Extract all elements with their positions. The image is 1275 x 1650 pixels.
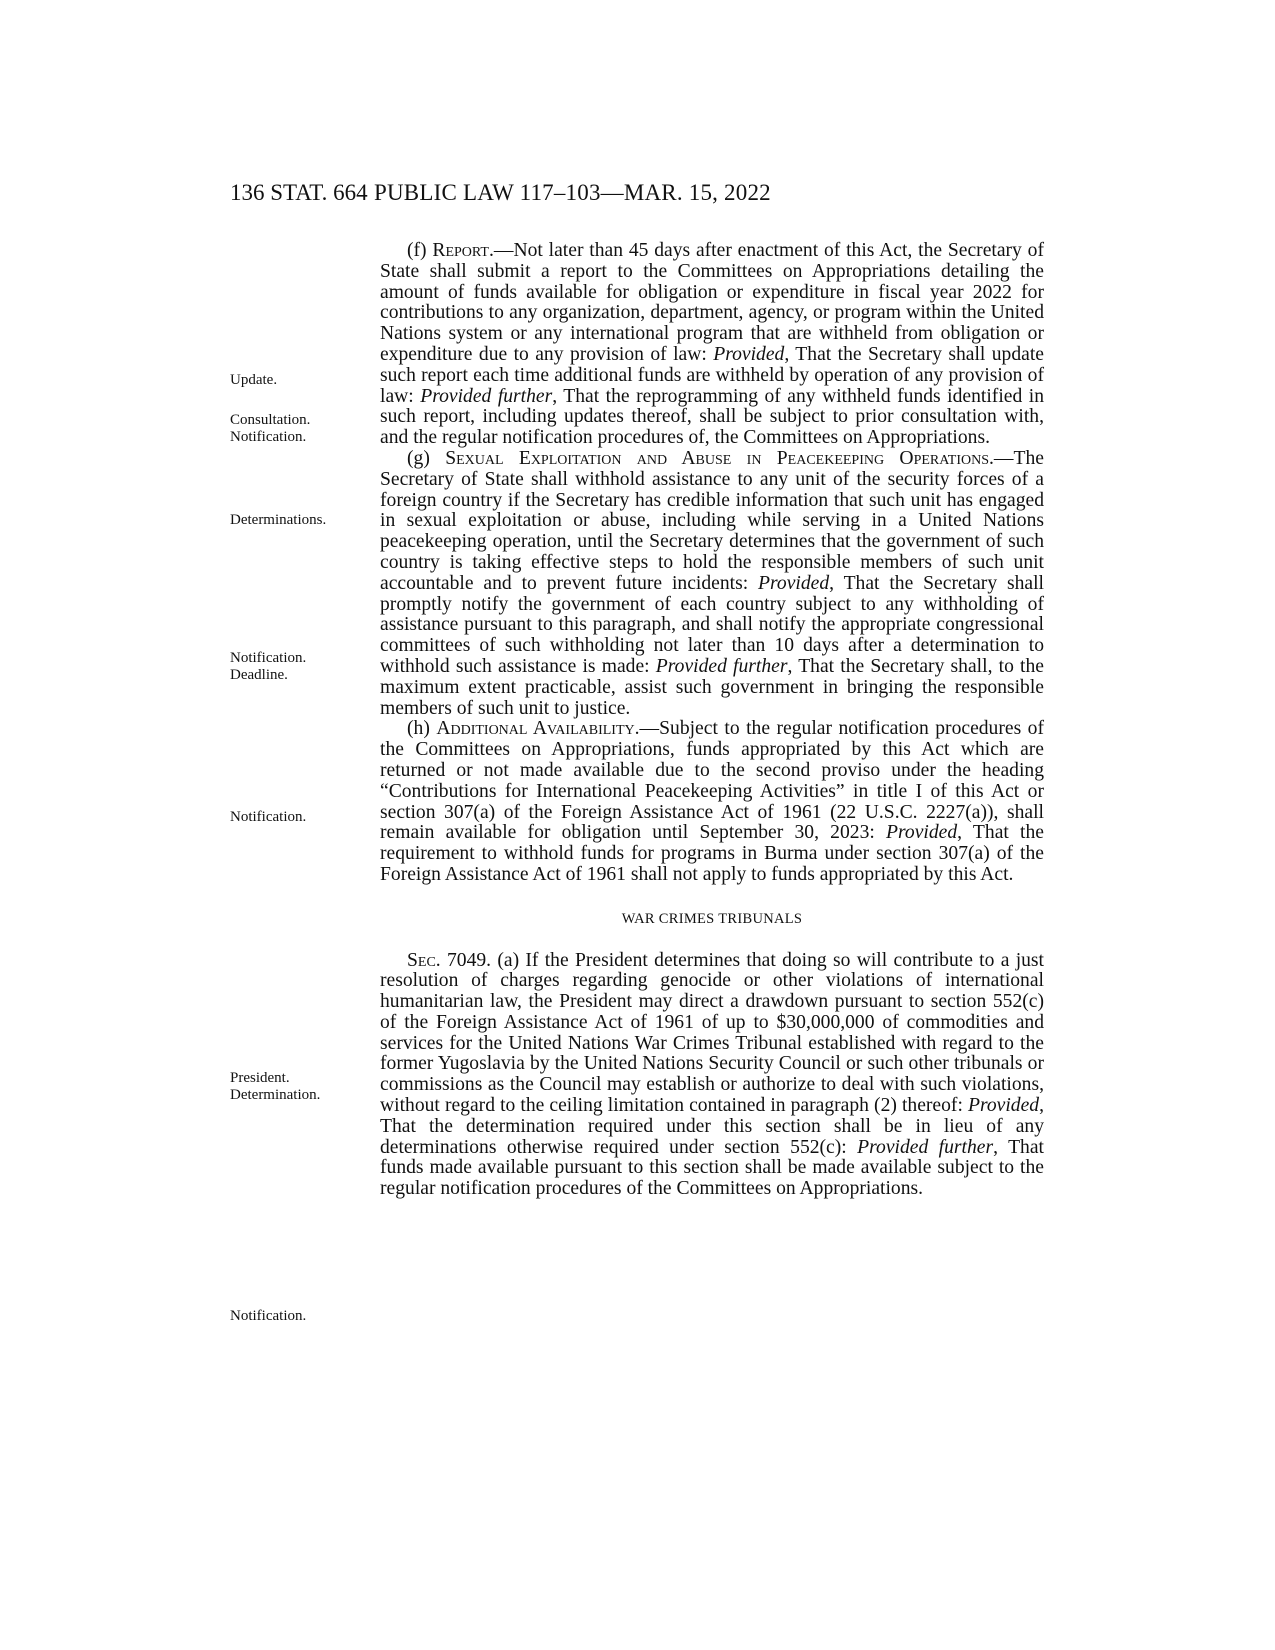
- margin-note-notification: Notification.: [230, 429, 307, 445]
- paragraph-heading: Sexual Exploitation and Abuse in Peacekeeping Operations: [445, 447, 990, 469]
- stat-page-citation: 136 STAT. 664: [230, 180, 368, 205]
- margin-note-notification: Notification.: [230, 809, 307, 825]
- document-body: [380, 241, 1044, 1200]
- paragraph-f-report: (f) Report.—Not later than 45 days after enactment of this Act, the Secretary of State shall submit a report to the Committees on Appropriations detailing the amount of funds available for obligation or expenditure in fiscal year 2022 for contributions to any organization, department, agency, or program within the United Nations system or any international program that are withheld from obligation or expenditure due to any provision of law: Provided, That the Secretary shall update such report each time additional funds are withheld by operation of any provision of law: Provided further, That the reprogramming of any withheld funds identified in such report, including updates thereof, shall be subject to prior consultation with, and the regular notification procedures of, the Committees on Appropriations.: [380, 240, 1044, 449]
- page-header: [0, 180, 1275, 220]
- margin-note-update: Update.: [230, 372, 278, 388]
- margin-note-consultation: Consultation.: [230, 412, 311, 428]
- paragraph-h-additional-availability: (h) Additional Availability.—Subject to the regular notification procedures of the Committees on Appropriations, funds appropriated by this Act which are returned or not made available due to the second proviso under the heading “Contributions for International Peacekeeping Activities” in title I of this Act or section 307(a) of the Foreign Assistance Act of 1961 (22 U.S.C. 2227(a)), shall remain available for obligation until September 30, 2023: Provided, That the requirement to withhold funds for programs in Burma under section 307(a) of the Foreign Assistance Act of 1961 shall not apply to funds appropriated by this Act.: [380, 718, 1045, 885]
- paragraph-g-sexual-exploitation: (g) Sexual Exploitation and Abuse in Peacekeeping Operations.—The Secretary of State shall withhold assistance to any unit of the security forces of a foreign country if the Secretary has credible information that such unit has engaged in sexual exploitation or abuse, including while serving in a United Nations peacekeeping operation, until the Secretary determines that the government of such country is taking effective steps to hold the responsible members of such unit accountable and to prevent future incidents: Provided, That the Secretary shall promptly notify the government of each country subject to any withholding of assistance pursuant to this paragraph, and shall notify the appropriate congressional committees of such withholding not later than 10 days after a determination to withhold such assistance is made: Provided further, That the Secretary shall, to the maximum extent practicable, assist such government in bringing the responsible members of such unit to justice.: [380, 447, 1045, 719]
- margin-note-determinations: Determinations.: [230, 512, 327, 528]
- margin-note-determination: Determination.: [230, 1087, 321, 1103]
- margin-note-notification: Notification.: [230, 650, 307, 666]
- margin-note-notification: Notification.: [230, 1308, 307, 1324]
- paragraph-heading: Additional Availability: [436, 718, 635, 740]
- public-law-title: PUBLIC LAW 117–103—MAR. 15, 2022: [374, 180, 771, 205]
- margin-note-president: President.: [230, 1070, 290, 1086]
- paragraph-heading: Report: [432, 240, 489, 261]
- section-7049: Sec. 7049. (a) If the President determines that doing so will contribute to a just resolution of charges regarding genocide or other violations of international humanitarian law, the President may direct a drawdown pursuant to section 552(c) of the Foreign Assistance Act of 1961 of up to $30,000,000 of commodities and services for the United Nations War Crimes Tribunal established with regard to the former Yugoslavia by the United Nations Security Council or such other tribunals or commissions as the Council may establish or authorize to deal with such violations, without regard to the ceiling limitation contained in paragraph (2) thereof: Provided, That the determination required under this section shall be in lieu of any determinations otherwise required under section 552(c): Provided further, That funds made available pursuant to this section shall be made available subject to the regular notification procedures of the Committees on Appropriations.: [380, 949, 1045, 1200]
- margin-note-deadline: Deadline.: [230, 667, 288, 683]
- section-heading: WAR CRIMES TRIBUNALS: [621, 910, 803, 927]
